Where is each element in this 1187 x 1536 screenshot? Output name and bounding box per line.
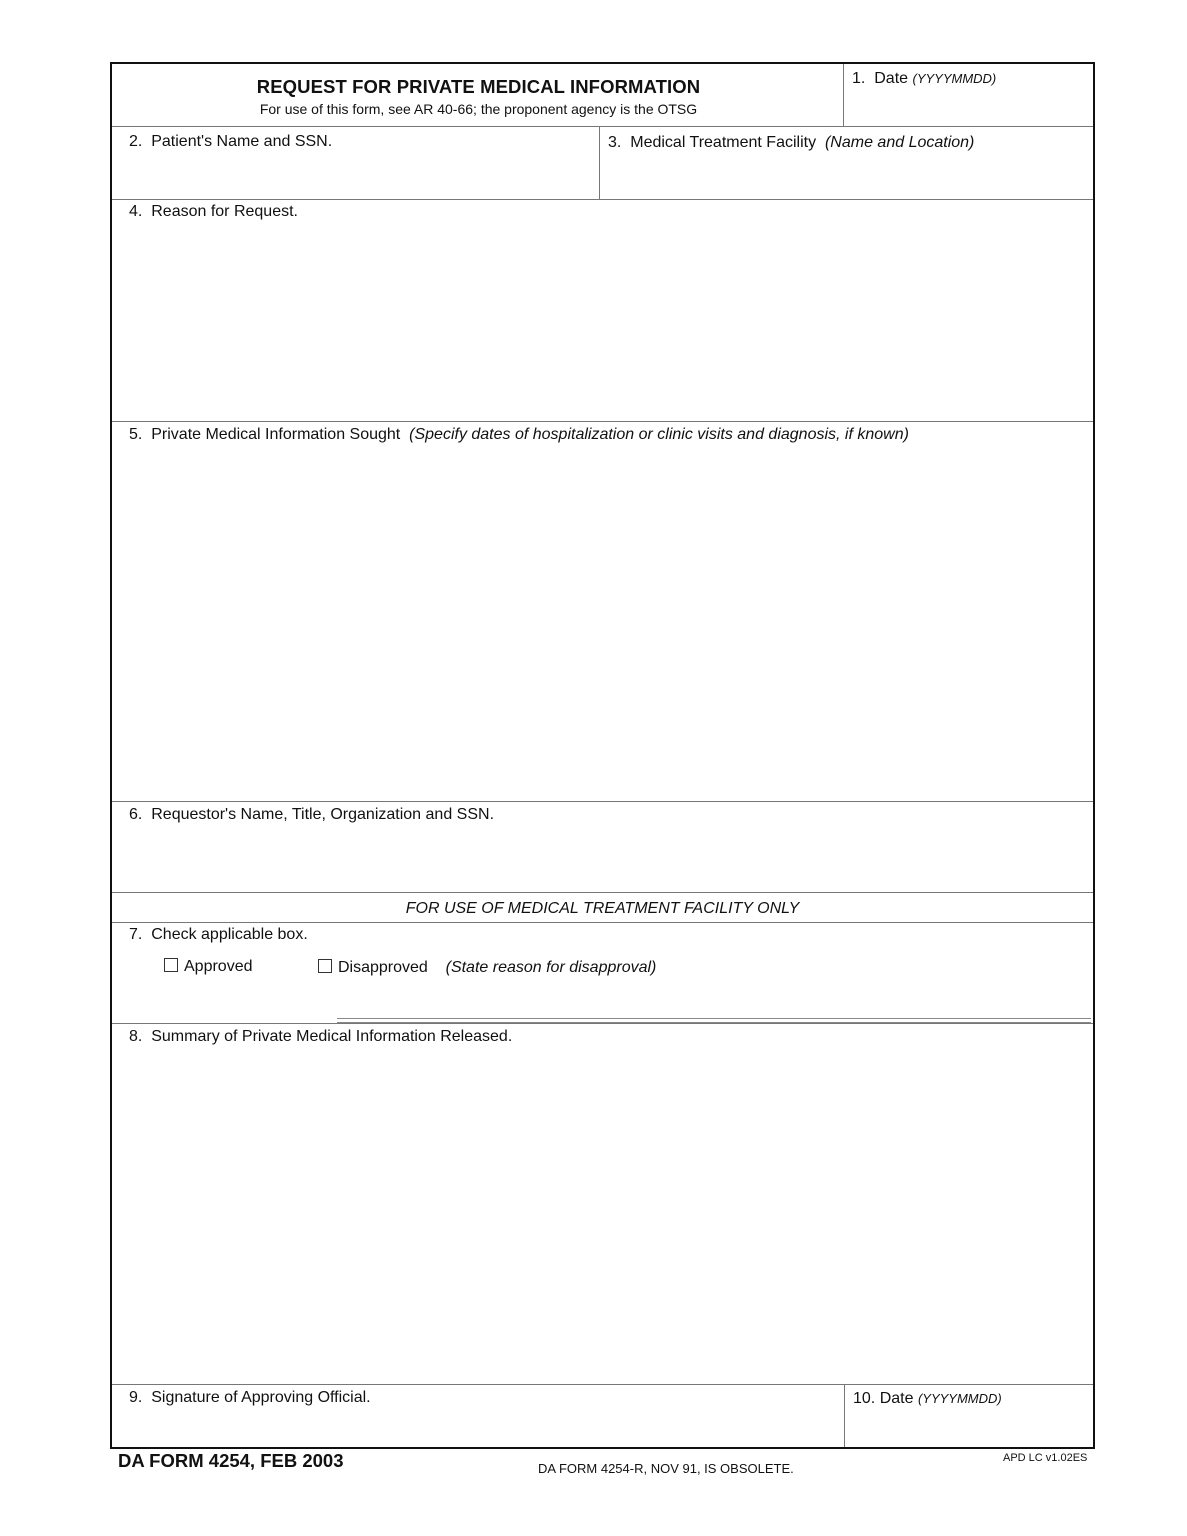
date1-input[interactable]	[852, 94, 1086, 122]
date10-label: 10. Date (YYYYMMDD)	[853, 1390, 1002, 1407]
patient-label: 2. Patient's Name and SSN.	[129, 133, 333, 150]
row-divider-7	[112, 1023, 1093, 1024]
check-label: 7. Check applicable box.	[129, 926, 308, 943]
obsolete-note: DA FORM 4254-R, NOV 91, IS OBSOLETE.	[538, 1461, 794, 1476]
signature-label: 9. Signature of Approving Official.	[129, 1389, 371, 1406]
info-sought-input[interactable]	[129, 450, 1083, 799]
summary-label: 8. Summary of Private Medical Information Released.	[129, 1028, 513, 1045]
version-label: APD LC v1.02ES	[1003, 1452, 1088, 1464]
summary-input[interactable]	[129, 1052, 1083, 1381]
mtf-only-banner: FOR USE OF MEDICAL TREATMENT FACILITY ONLY	[405, 900, 800, 917]
disapproved-option[interactable]: Disapproved (State reason for disapproval)	[318, 959, 656, 977]
row-divider-4	[112, 801, 1093, 802]
row-divider-3	[112, 421, 1093, 422]
requestor-input[interactable]	[129, 829, 1083, 891]
form-title: REQUEST FOR PRIVATE MEDICAL INFORMATION	[256, 76, 701, 97]
signature-input[interactable]	[129, 1414, 833, 1444]
date10-input[interactable]	[853, 1414, 1087, 1444]
row-divider-2	[112, 199, 1093, 200]
approved-option[interactable]: Approved	[164, 958, 253, 976]
facility-input[interactable]	[608, 159, 1087, 195]
disapproved-checkbox[interactable]	[318, 959, 332, 973]
form-subtitle: For use of this form, see AR 40-66; the proponent agency is the OTSG	[259, 101, 698, 117]
row-divider-1	[112, 126, 1093, 127]
row2-divider	[599, 126, 600, 199]
form-id: DA FORM 4254, FEB 2003	[118, 1450, 344, 1471]
approved-checkbox[interactable]	[164, 958, 178, 972]
reason-input[interactable]	[129, 226, 1083, 420]
medical-info-request-form	[110, 62, 1095, 1449]
requestor-label: 6. Requestor's Name, Title, Organization and SSN.	[129, 806, 495, 823]
header-divider	[843, 64, 844, 127]
patient-input[interactable]	[129, 159, 593, 195]
row-divider-8	[112, 1384, 1093, 1385]
info-sought-label: 5. Private Medical Information Sought (Specify dates of hospitalization or clinic visits and diagnosis, if known)	[129, 426, 909, 443]
date1-label: 1. Date (YYYYMMDD)	[852, 70, 997, 87]
facility-label: 3. Medical Treatment Facility (Name and Location)	[608, 134, 975, 151]
row-divider-6	[112, 922, 1093, 923]
row9-divider	[844, 1384, 845, 1447]
row-divider-5	[112, 892, 1093, 893]
disapproval-reason-input[interactable]	[338, 990, 1094, 1016]
reason-label: 4. Reason for Request.	[129, 203, 298, 220]
